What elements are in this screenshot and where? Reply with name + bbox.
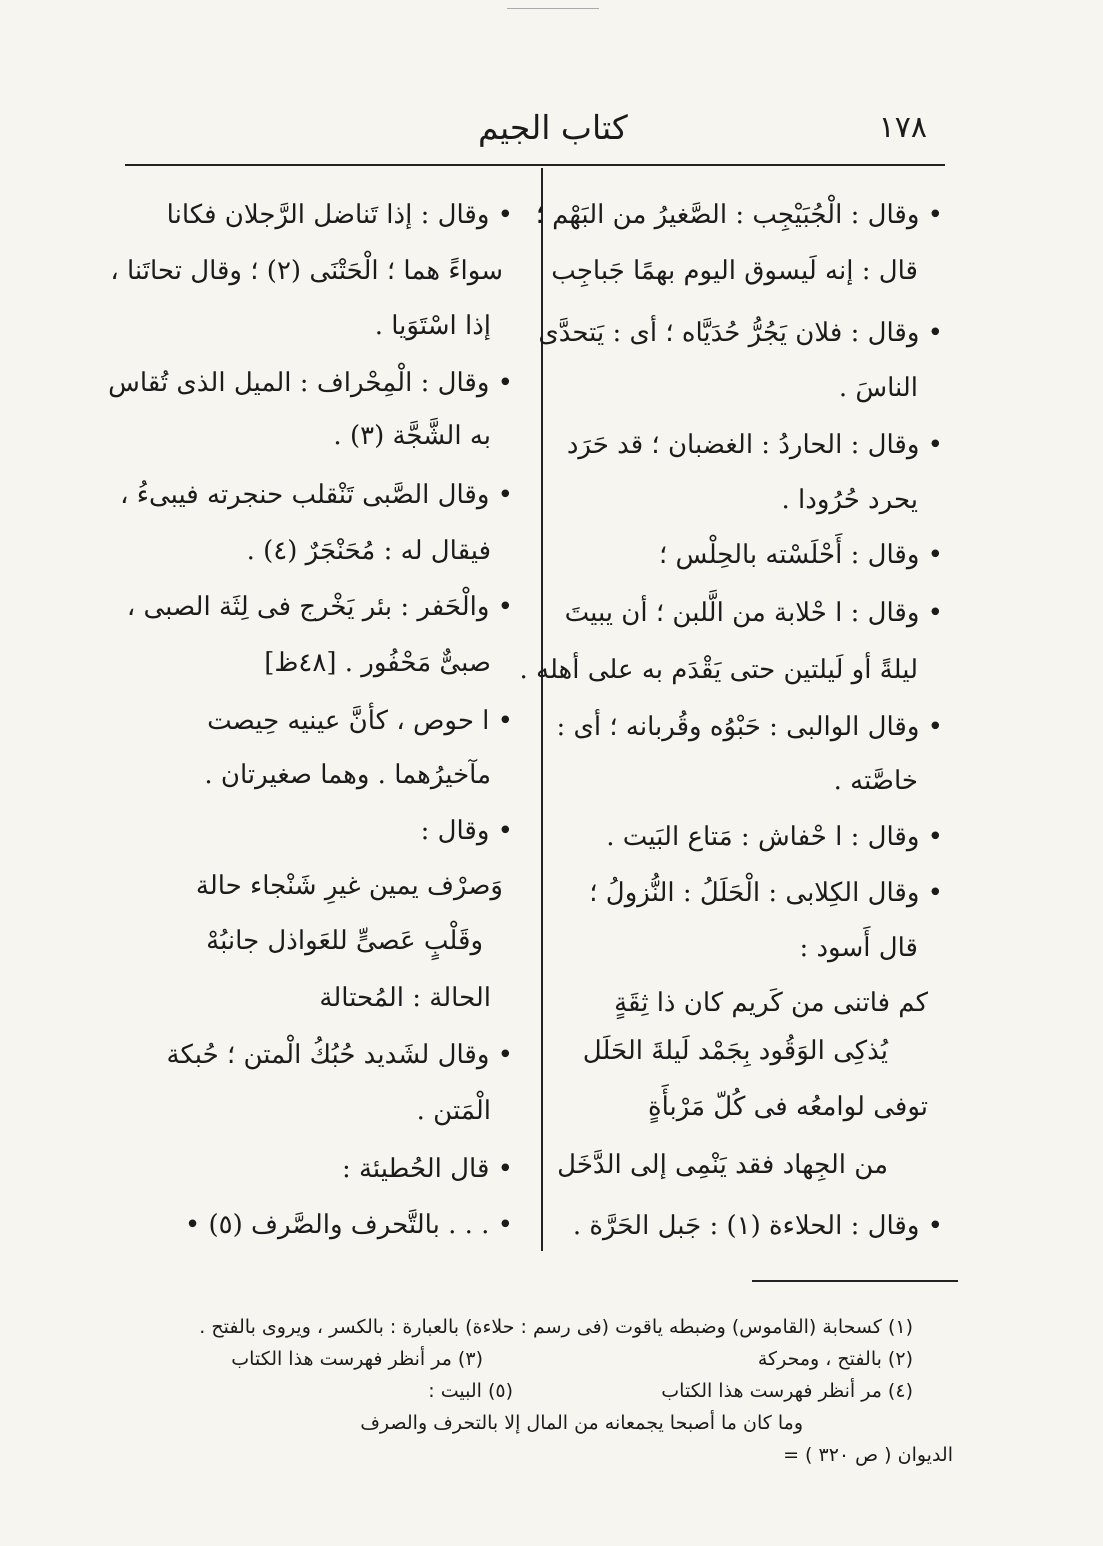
- text-line: ليلةً أو لَيلتين حتى يَقْدَم به على أهله .: [519, 655, 918, 685]
- text-line: قال أَسود :: [799, 933, 918, 963]
- text-line: • وقال :: [420, 816, 513, 846]
- footnote-rule: [752, 1280, 958, 1282]
- text-line: يحرد حُرُودا .: [781, 485, 918, 515]
- text-line: الناسَ .: [838, 373, 918, 403]
- footnote: (١) كسحابة (القاموس) وضبطه ياقوت (فى رسم : حلاءة) بالعبارة : بالكسر ، ويروى بالفتح .: [199, 1316, 913, 1338]
- footnote-verse: وما كان ما أصبحا يجمعانه من المال إلا بالتحرف والصرف: [360, 1412, 803, 1434]
- text-line: • . . . بالتَّحرف والصَّرف (٥) •: [184, 1210, 513, 1240]
- poem-verse: وقَلْبٍ عَصىٍّ للعَواذل جانبُهْ: [206, 926, 483, 956]
- text-line: • وقال الوالبى : حَبْوُه وقُربانه ؛ أى :: [556, 712, 943, 742]
- poem-verse: كم فاتنى من كَريم كان ذا ثِقَةٍ: [614, 988, 928, 1018]
- text-line: • والْحَفر : بئر يَخْرج فى لِثَة الصبى ،: [126, 592, 513, 622]
- text-line: • وقال : الْجُبَيْجِب : الصَّغيرُ من البَهْم ؛: [535, 200, 943, 230]
- text-line: مآخيرُهما . وهما صغيرتان .: [204, 760, 491, 790]
- footnote: (٤) مر أنظر فهرست هذا الكتاب: [661, 1380, 913, 1402]
- text-line: • وقال : إذا تَناضل الرَّجلان فكانا: [166, 200, 513, 230]
- text-line: • وقال لشَديد حُبُكُ الْمتن ؛ حُبكة: [166, 1040, 513, 1070]
- text-line: الْمَتن .: [416, 1096, 491, 1126]
- footnote: (٣) مر أنظر فهرست هذا الكتاب: [231, 1348, 483, 1370]
- footnote: (٥) البيت :: [428, 1380, 513, 1402]
- footnote: (٢) بالفتح ، ومحركة: [757, 1348, 913, 1370]
- page-number: ١٧٨: [878, 110, 927, 145]
- text-line: • وقال : ا حْفاش : مَتاع البَيت .: [606, 822, 943, 852]
- text-line: الحالة : المُحتالة: [319, 983, 491, 1013]
- text-line: • وقال : الحلاءة (١) : جَبل الحَرَّة .: [572, 1211, 943, 1241]
- poem-verse: يُذكِى الوَقُود بِجَمْد لَيلةَ الحَلَل: [582, 1036, 888, 1066]
- header-rule: [125, 164, 945, 166]
- text-line: • وقال : الْمِحْراف : الميل الذى تُقاس: [108, 368, 513, 398]
- poem-verse: توفى لوامعُه فى كُلّ مَرْبأَةٍ: [647, 1092, 928, 1122]
- text-line: • وقال : أَحْلَسْته بالحِلْس ؛: [659, 540, 943, 570]
- text-line: قال : إنه لَيسوق اليوم بهمًا جَباجِب: [551, 256, 918, 286]
- text-line: • وقال الصَّبى تَنْقلب حنجرته فيبىءُ ،: [120, 480, 513, 510]
- text-line: خاصَّته .: [833, 766, 918, 796]
- text-line: • وقال : فلان يَجُرُّ حُدَيَّاه ؛ أى : يَتحدَّى: [538, 318, 943, 348]
- text-line: صبىٌّ مَحْفُور . [٤٨ظ]: [264, 648, 491, 678]
- text-line: سواءً هما ؛ الْحَتْنَى (٢) ؛ وقال تحاتَنا ،: [110, 256, 503, 286]
- poem-verse: من الجِهاد فقد يَنْمِى إلى الدَّخَل: [557, 1150, 888, 1180]
- text-line: • ا حوص ، كأنَّ عينيه حِيصت: [207, 706, 513, 736]
- text-line: • وقال الكِلابى : الْحَلَلُ : النُّزولُ ؛: [589, 878, 943, 908]
- text-line: إذا اسْتَوَيا .: [374, 311, 491, 341]
- text-line: به الشَّجَّة (٣) .: [333, 421, 491, 451]
- text-line: • قال الحُطيئة :: [341, 1154, 513, 1184]
- running-head-title: كتاب الجيم: [478, 108, 628, 147]
- footnote: الديوان ( ص ٣٢٠ ) =: [783, 1444, 953, 1466]
- text-line: فيقال له : مُحَنْجَرٌ (٤) .: [246, 536, 491, 566]
- top-edge-rule: [507, 8, 599, 9]
- poem-verse: وَصرْف يمين غيرِ شَنْجاء حالة: [195, 871, 503, 901]
- text-line: • وقال : ا حْلابة من الَّلبن ؛ أن يبيتَ: [564, 598, 943, 628]
- text-line: • وقال : الحاردُ : الغضبان ؛ قد حَرَد: [566, 430, 943, 460]
